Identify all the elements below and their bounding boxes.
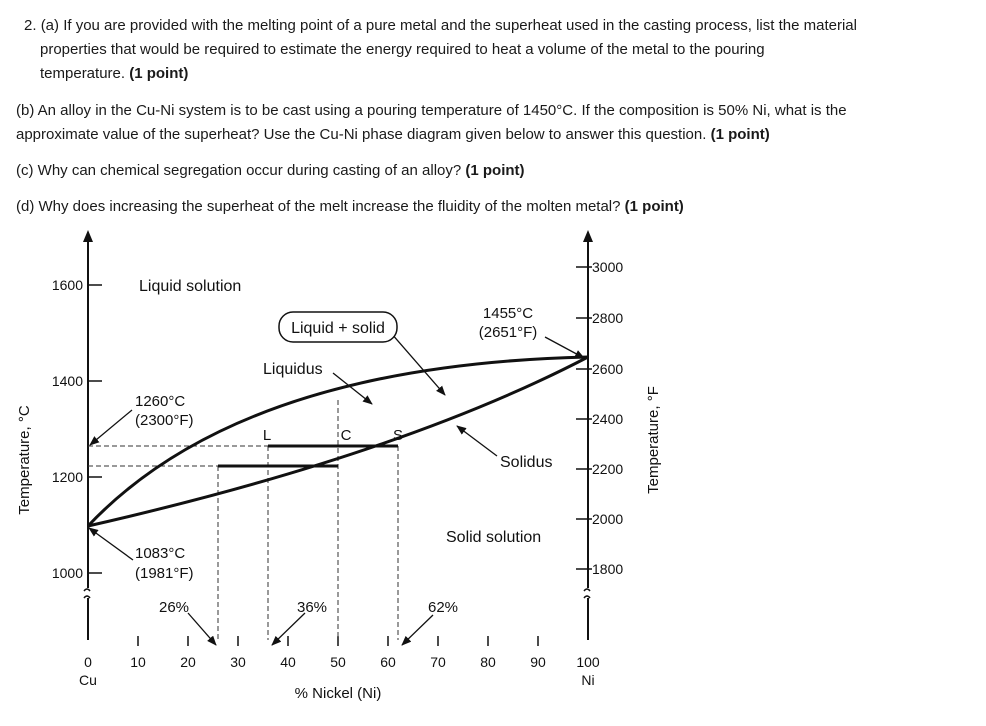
label-ni-melt-c: 1455°C <box>482 305 534 322</box>
question-2a-points: (1 point) <box>129 65 189 82</box>
question-2d-text: (d) Why does increasing the superheat of the melt increase the fluidity of the molten metal? <box>16 198 621 215</box>
right-axis-break-icon <box>584 589 590 598</box>
x-end-cu: Cu <box>79 672 97 688</box>
question-2a-text-1: (a) If you are provided with the melting point of a pure metal and the superheat used in the casting process, list the material <box>40 17 857 34</box>
question-2c-points: (1 point) <box>465 162 525 179</box>
question-2a-text-3: temperature. <box>40 65 126 82</box>
fahrenheit-ticks <box>576 267 592 569</box>
x-tick-0: 0 <box>84 654 92 670</box>
label-tie-c: 1260°C <box>135 393 186 410</box>
question-number: 2. <box>24 17 37 34</box>
x-tick-60: 60 <box>380 654 396 670</box>
label-pct-36: 36% <box>296 599 328 616</box>
right-axis-arrow-icon <box>583 230 593 242</box>
question-2d-points: (1 point) <box>624 198 684 215</box>
celsius-ticks <box>88 285 102 573</box>
x-tick-30: 30 <box>230 654 246 670</box>
y-tick-1600: 1600 <box>51 277 83 293</box>
x-tick-100: 100 <box>576 654 600 670</box>
label-liquidus: Liquidus <box>263 361 323 378</box>
left-axis-break-icon <box>84 589 90 598</box>
x-axis-title: % Nickel (Ni) <box>294 685 382 702</box>
y-tick-f-2200: 2200 <box>592 461 624 477</box>
question-2c-text: (c) Why can chemical segregation occur during casting of an alloy? <box>16 162 462 179</box>
x-end-ni: Ni <box>581 672 595 688</box>
label-liquid-solution: Liquid solution <box>139 278 242 295</box>
y-tick-f-1800: 1800 <box>592 561 624 577</box>
y-tick-f-2400: 2400 <box>592 411 624 427</box>
y-tick-f-2600: 2600 <box>592 361 624 377</box>
label-tie-f: (2300°F) <box>135 412 194 429</box>
label-pct-62: 62% <box>427 599 459 616</box>
label-pct-26: 26% <box>158 599 190 616</box>
y-tick-1200: 1200 <box>51 469 83 485</box>
x-tick-80: 80 <box>480 654 496 670</box>
question-2a-line2: properties that would be required to estimate the energy required to heat a volume of the metal to the pouring <box>40 41 765 58</box>
question-2b-line1: (b) An alloy in the Cu-Ni system is to be cast using a pouring temperature of 1450°C. If the composition is 50% Ni, what is the <box>16 102 847 119</box>
y-tick-f-3000: 3000 <box>592 259 624 275</box>
label-cu-melt-f: (1981°F) <box>135 565 194 582</box>
label-solid-solution: Solid solution <box>446 529 542 546</box>
label-liquid-solid: Liquid + solid <box>291 320 385 337</box>
label-cu-melt-c: 1083°C <box>135 545 186 562</box>
x-tick-40: 40 <box>280 654 296 670</box>
y-tick-f-2800: 2800 <box>592 310 624 326</box>
label-solidus: Solidus <box>500 454 553 471</box>
dashed-guides <box>88 400 400 640</box>
label-point-s: S <box>392 427 404 444</box>
x-tick-20: 20 <box>180 654 196 670</box>
pointer-arrows <box>89 318 584 645</box>
label-point-l: L <box>262 427 272 444</box>
y-tick-f-2000: 2000 <box>592 511 624 527</box>
x-ticks <box>138 636 538 646</box>
y-tick-1000: 1000 <box>51 565 83 581</box>
y-axis-title-right: Temperature, °F <box>645 386 662 494</box>
label-point-c: C <box>340 427 352 444</box>
label-ni-melt-f: (2651°F) <box>478 324 538 341</box>
x-tick-10: 10 <box>130 654 146 670</box>
x-tick-70: 70 <box>430 654 446 670</box>
x-tick-50: 50 <box>330 654 346 670</box>
y-tick-1400: 1400 <box>51 373 83 389</box>
x-tick-90: 90 <box>530 654 546 670</box>
question-2b-points: (1 point) <box>710 126 770 143</box>
question-2b-text-2: approximate value of the superheat? Use the Cu-Ni phase diagram given below to answer this question. <box>16 126 707 143</box>
left-axis-arrow-icon <box>83 230 93 242</box>
y-axis-title-left: Temperature, °C <box>16 405 33 515</box>
